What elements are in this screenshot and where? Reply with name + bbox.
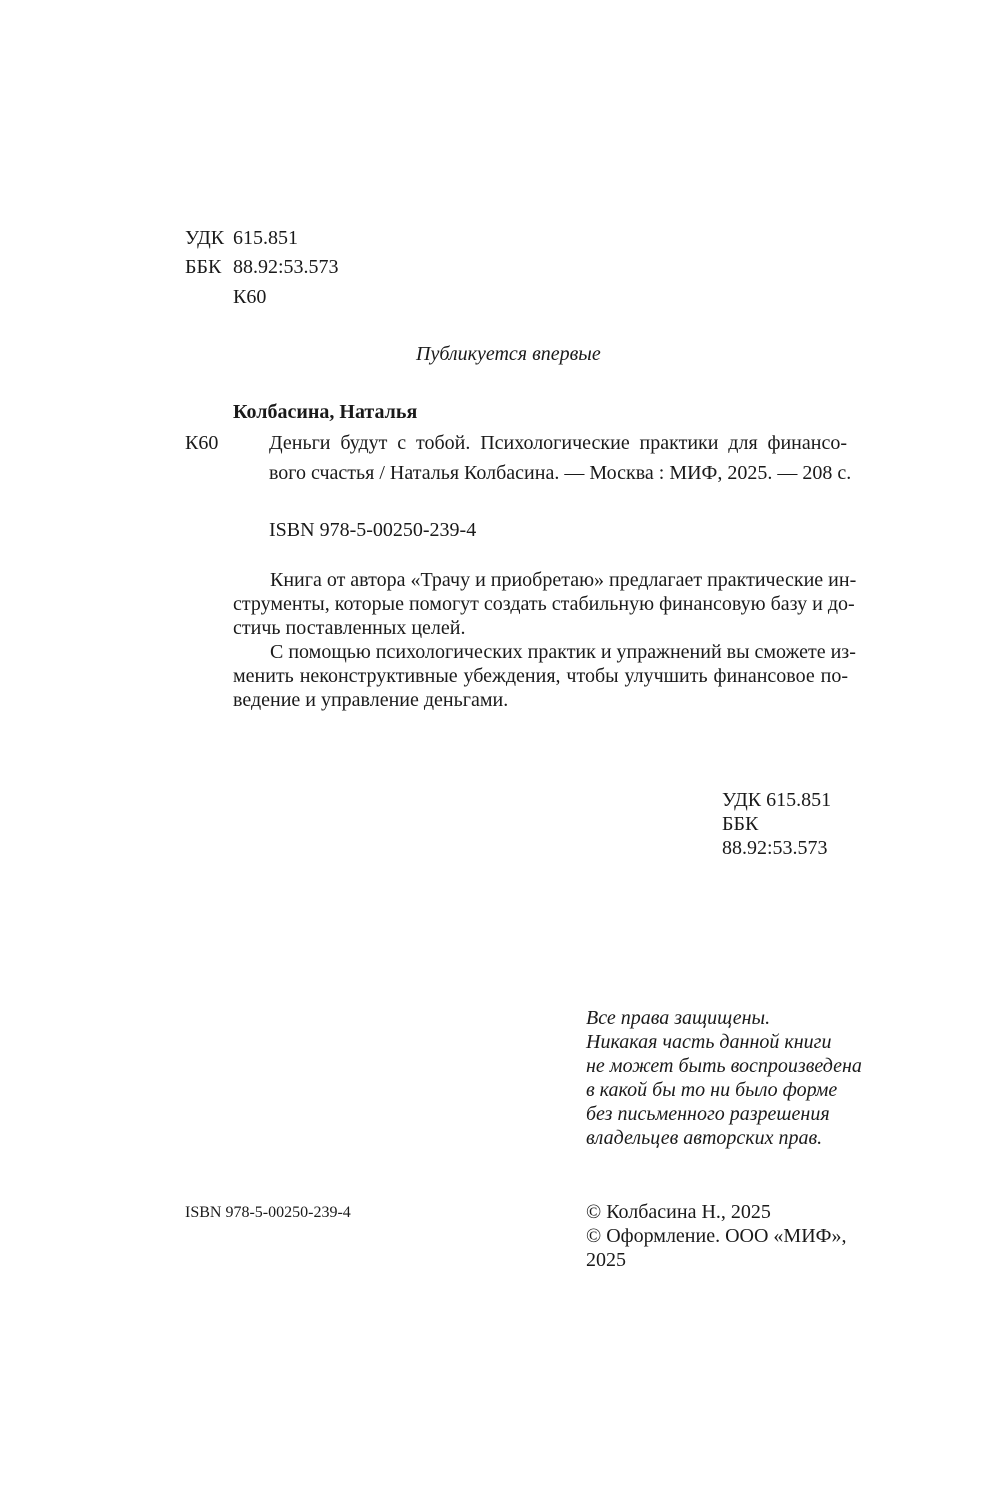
annotation-line: ведение и управление деньгами. (233, 689, 509, 711)
annotation-line: Книга от автора «Трачу и приобретаю» предлагает практические ин- (270, 569, 857, 591)
annotation-line: С помощью психологических практик и упражнений вы сможете из- (270, 641, 856, 663)
bbk-value: 88.92:53.573 (233, 256, 339, 278)
catalog-title-line: Деньги будут с тобой. Психологические практики для финансо- (269, 432, 847, 454)
right-bbk-value: 88.92:53.573 (722, 837, 828, 859)
author-mark: К60 (233, 286, 267, 308)
udk-label: УДК (185, 227, 225, 249)
right-udk: УДК 615.851 (722, 789, 832, 811)
catalog-author-mark: К60 (185, 432, 219, 454)
rights-line: Все права защищены. (586, 1007, 771, 1029)
rights-line: Никакая часть данной книги (586, 1031, 832, 1053)
catalog-title-line: вого счастья / Наталья Колбасина. — Москва : МИФ, 2025. — 208 с. (269, 462, 852, 484)
annotation-line: менить неконструктивные убеждения, чтобы улучшить финансовое по- (233, 665, 848, 687)
rights-line: в какой бы то ни было форме (586, 1079, 838, 1101)
copyright-line: © Оформление. ООО «МИФ», (586, 1225, 847, 1247)
copyright-line: © Колбасина Н., 2025 (586, 1201, 771, 1223)
rights-line: без письменного разрешения (586, 1103, 830, 1125)
annotation-line: струменты, которые помогут создать стабильную финансовую базу и до- (233, 593, 855, 615)
right-bbk-label: ББК (722, 813, 759, 835)
rights-line: не может быть воспроизведена (586, 1055, 862, 1077)
author-heading: Колбасина, Наталья (233, 401, 418, 423)
right-codes (722, 788, 872, 860)
udk-value: 615.851 (233, 227, 298, 249)
catalog-title (269, 431, 852, 491)
copyright-block (586, 1200, 886, 1272)
footer-isbn: ISBN 978-5-00250-239-4 (185, 1204, 351, 1221)
rights-notice (586, 1006, 886, 1150)
first-publication-note: Публикуется впервые (416, 343, 601, 365)
classification-codes (185, 226, 385, 306)
copyright-line: 2025 (586, 1249, 626, 1271)
catalog-isbn: ISBN 978-5-00250-239-4 (269, 519, 477, 541)
bbk-label: ББК (185, 256, 222, 278)
annotation-line: стичь поставленных целей. (233, 617, 466, 639)
annotation (233, 568, 857, 712)
rights-line: владельцев авторских прав. (586, 1127, 823, 1149)
